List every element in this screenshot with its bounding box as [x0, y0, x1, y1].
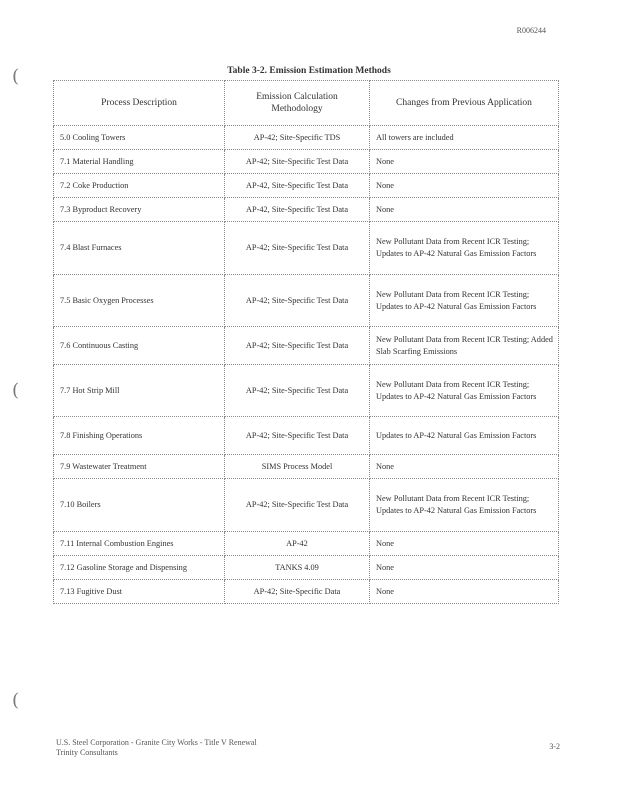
table-header-row	[54, 81, 559, 126]
table-row	[54, 479, 559, 532]
header-process-description: Process Description	[54, 81, 225, 126]
method-cell: AP-42	[225, 532, 370, 556]
changes-cell: None	[370, 580, 559, 604]
method-cell: AP-42; Site-Specific Test Data	[225, 365, 370, 417]
table-row	[54, 222, 559, 275]
table-row	[54, 417, 559, 455]
changes-cell: New Pollutant Data from Recent ICR Testing; Updates to AP-42 Natural Gas Emission Factors	[370, 275, 559, 327]
process-cell: 7.13 Fugitive Dust	[54, 580, 225, 604]
process-cell: 7.6 Continuous Casting	[54, 327, 225, 365]
process-cell: 7.1 Material Handling	[54, 150, 225, 174]
method-cell: SIMS Process Model	[225, 455, 370, 479]
method-cell: AP-42; Site-Specific Test Data	[225, 479, 370, 532]
method-cell: TANKS 4.09	[225, 556, 370, 580]
process-cell: 7.9 Wastewater Treatment	[54, 455, 225, 479]
table-row	[54, 327, 559, 365]
table-row	[54, 198, 559, 222]
process-cell: 7.7 Hot Strip Mill	[54, 365, 225, 417]
changes-cell: None	[370, 532, 559, 556]
changes-cell: New Pollutant Data from Recent ICR Testing; Updates to AP-42 Natural Gas Emission Factors	[370, 365, 559, 417]
process-cell: 7.5 Basic Oxygen Processes	[54, 275, 225, 327]
method-cell: AP-42; Site-Specific Data	[225, 580, 370, 604]
changes-cell: Updates to AP-42 Natural Gas Emission Factors	[370, 417, 559, 455]
header-calculation-methodology: Emission Calculation Methodology	[225, 81, 370, 126]
table-title: Table 3-2. Emission Estimation Methods	[227, 66, 391, 76]
table-row	[54, 580, 559, 604]
process-cell: 7.2 Coke Production	[54, 174, 225, 198]
table-row	[54, 174, 559, 198]
binder-hole-mark-middle: (	[12, 380, 20, 401]
binder-hole-mark-top: (	[12, 66, 20, 87]
table-row	[54, 365, 559, 417]
table-row	[54, 455, 559, 479]
method-cell: AP-42; Site-Specific Test Data	[225, 222, 370, 275]
process-cell: 7.12 Gasoline Storage and Dispensing	[54, 556, 225, 580]
method-cell: AP-42; Site-Specific Test Data	[225, 150, 370, 174]
method-cell: AP-42; Site-Specific Test Data	[225, 417, 370, 455]
table-row	[54, 556, 559, 580]
page-number: 3-2	[549, 742, 560, 751]
process-cell: 7.4 Blast Furnaces	[54, 222, 225, 275]
process-cell: 7.10 Boilers	[54, 479, 225, 532]
page-footer	[56, 738, 257, 758]
process-cell: 7.8 Finishing Operations	[54, 417, 225, 455]
process-cell: 7.3 Byproduct Recovery	[54, 198, 225, 222]
changes-cell: New Pollutant Data from Recent ICR Testing; Updates to AP-42 Natural Gas Emission Factors	[370, 222, 559, 275]
changes-cell: New Pollutant Data from Recent ICR Testing; Updates to AP-42 Natural Gas Emission Factors	[370, 479, 559, 532]
table-row	[54, 150, 559, 174]
method-cell: AP-42; Site-Specific Test Data	[225, 275, 370, 327]
changes-cell: New Pollutant Data from Recent ICR Testing; Added Slab Scarfing Emissions	[370, 327, 559, 365]
method-cell: AP-42, Site-Specific Test Data	[225, 174, 370, 198]
footer-project-line: U.S. Steel Corporation - Granite City Works - Title V Renewal	[56, 738, 257, 747]
footer-consultant-line: Trinity Consultants	[56, 748, 118, 757]
changes-cell: All towers are included	[370, 126, 559, 150]
table-row	[54, 275, 559, 327]
table-row	[54, 126, 559, 150]
process-cell: 7.11 Internal Combustion Engines	[54, 532, 225, 556]
document-id: R006244	[516, 26, 546, 35]
changes-cell: None	[370, 556, 559, 580]
header-changes: Changes from Previous Application	[370, 81, 559, 126]
changes-cell: None	[370, 455, 559, 479]
changes-cell: None	[370, 198, 559, 222]
changes-cell: None	[370, 150, 559, 174]
changes-cell: None	[370, 174, 559, 198]
table-row	[54, 532, 559, 556]
process-cell: 5.0 Cooling Towers	[54, 126, 225, 150]
emission-methods-table	[53, 80, 559, 604]
method-cell: AP-42; Site-Specific TDS	[225, 126, 370, 150]
method-cell: AP-42; Site-Specific Test Data	[225, 327, 370, 365]
method-cell: AP-42, Site-Specific Test Data	[225, 198, 370, 222]
binder-hole-mark-bottom: (	[12, 690, 20, 711]
